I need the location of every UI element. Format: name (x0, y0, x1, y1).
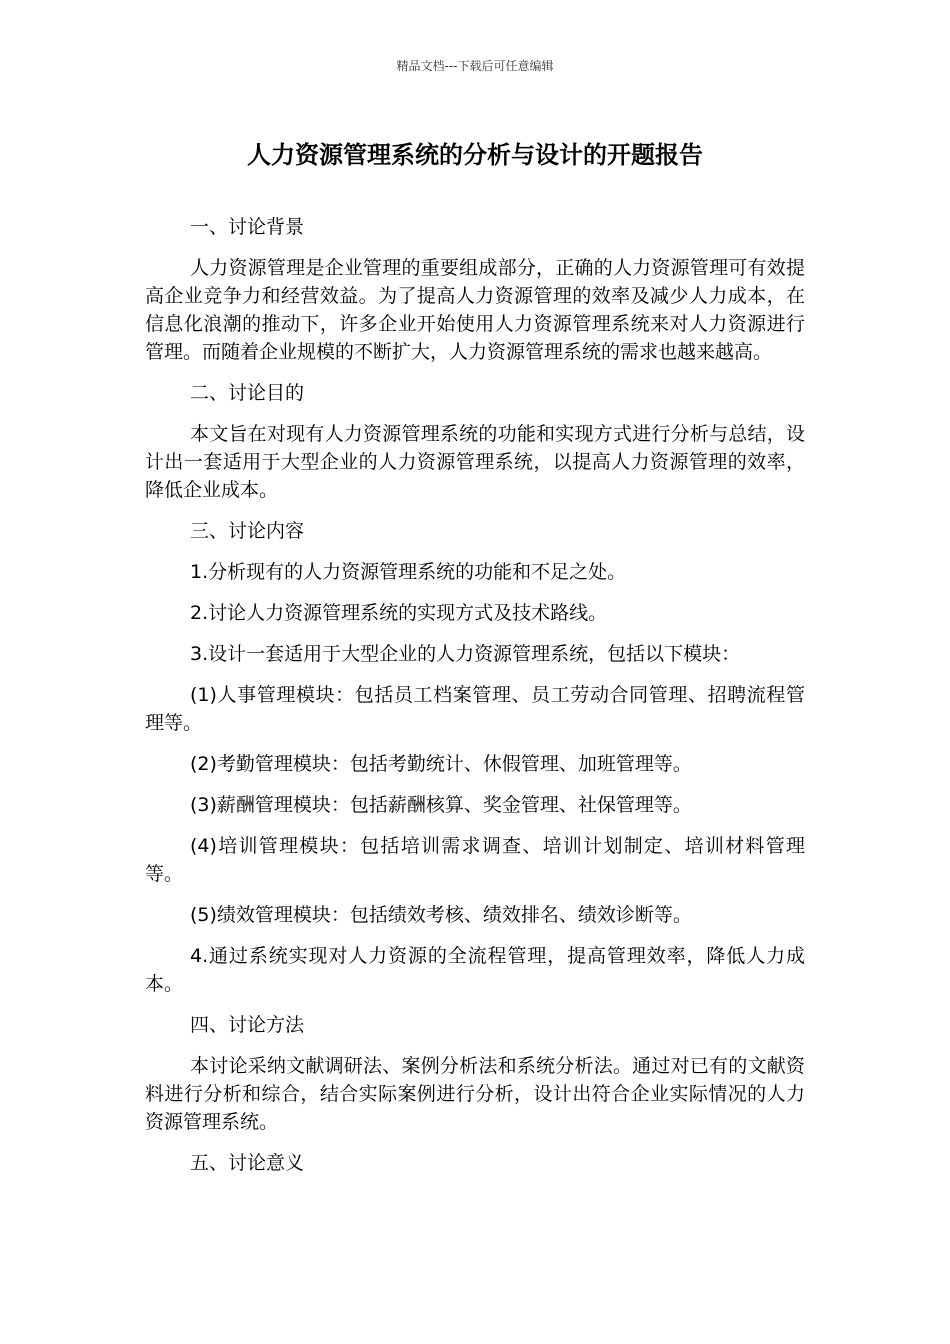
paragraph-purpose: 本文旨在对现有人力资源管理系统的功能和实现方式进行分析与总结，设计出一套适用于大型企业的人力资源管理系统，以提高人力资源管理的效率，降低企业成本。 (145, 423, 805, 501)
section-heading-significance: 五、讨论意义 (190, 1152, 305, 1174)
section-heading-purpose: 二、讨论目的 (190, 382, 305, 404)
list-item: 2.讨论人力资源管理系统的实现方式及技术路线。 (190, 602, 608, 624)
document-title: 人力资源管理系统的分析与设计的开题报告 (247, 141, 703, 169)
page-header: 精品文档---下载后可任意编辑 (396, 59, 554, 73)
paragraph-background: 人力资源管理是企业管理的重要组成部分，正确的人力资源管理可有效提高企业竞争力和经营效益。为了提高人力资源管理的效率及减少人力成本，在信息化浪潮的推动下，许多企业开始使用人力资源管理系统来对人力资源进行管理。而随着企业规模的不断扩大，人力资源管理系统的需求也越来越高。 (145, 257, 805, 363)
list-item: 3.设计一套适用于大型企业的人力资源管理系统，包括以下模块： (190, 643, 741, 665)
module-item: (3)薪酬管理模块：包括薪酬核算、奖金管理、社保管理等。 (190, 794, 692, 816)
section-heading-content: 三、讨论内容 (190, 520, 305, 542)
paragraph-method: 本讨论采纳文献调研法、案例分析法和系统分析法。通过对已有的文献资料进行分析和综合，结合实际案例进行分析，设计出符合企业实际情况的人力资源管理系统。 (145, 1055, 805, 1133)
module-item: (5)绩效管理模块：包括绩效考核、绩效排名、绩效诊断等。 (190, 904, 692, 926)
list-item: 1.分析现有的人力资源管理系统的功能和不足之处。 (190, 561, 627, 583)
section-heading-method: 四、讨论方法 (190, 1014, 305, 1036)
module-item: (2)考勤管理模块：包括考勤统计、休假管理、加班管理等。 (190, 753, 692, 775)
module-item: (1)人事管理模块：包括员工档案管理、员工劳动合同管理、招聘流程管理等。 (145, 684, 805, 734)
module-item: (4)培训管理模块：包括培训需求调查、培训计划制定、培训材料管理等。 (145, 835, 805, 885)
section-heading-background: 一、讨论背景 (190, 216, 305, 238)
list-item: 4.通过系统实现对人力资源的全流程管理，提高管理效率，降低人力成本。 (145, 945, 805, 995)
document-body (145, 213, 805, 1190)
